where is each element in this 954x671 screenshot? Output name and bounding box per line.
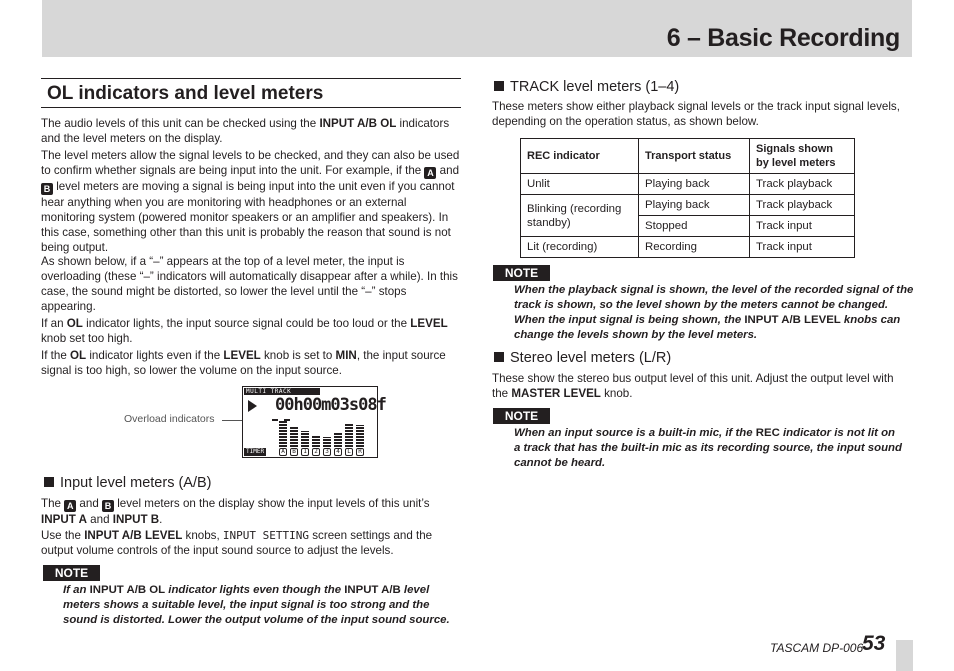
level-meter-a	[279, 421, 287, 447]
track-level-paragraph: These meters show either playback signal levels or the track input signal levels, depending on the operation status, as shown below.	[492, 100, 900, 128]
table-cell: Track input	[750, 237, 855, 258]
stereo-level-paragraph: These show the stereo bus output level of this unit. Adjust the output level with the MASTER LEVEL knob.	[492, 372, 894, 400]
note-badge: NOTE	[493, 408, 550, 424]
play-icon	[248, 400, 257, 412]
table-header-cell: Signals shown by level meters	[750, 139, 855, 174]
lcd-channel-1: 1	[301, 448, 309, 456]
bullet-square-icon	[494, 352, 504, 362]
level-meter-3	[323, 437, 331, 447]
page-number: 53	[862, 632, 886, 655]
ol-paragraph-2: If the OL indicator lights even if the LEVEL knob is set to MIN, the input source signal is too high, so lower the volume on the input source.	[41, 349, 446, 377]
table-header-cell: Transport status	[639, 139, 750, 174]
table-cell: Blinking (recording standby)	[521, 195, 639, 237]
table-cell: Playing back	[639, 195, 750, 216]
table-row	[521, 174, 855, 195]
input-b-key-icon: B	[102, 500, 114, 512]
level-meter-l	[345, 423, 353, 447]
lcd-display-figure	[242, 386, 386, 458]
ol-paragraph-1: If an OL indicator lights, the input source signal could be too loud or the LEVEL knob set too high.	[41, 317, 448, 345]
track-status-table	[520, 138, 855, 258]
lcd-mode-label: MULTI TRACK	[244, 388, 320, 395]
lcd-channel-r: R	[356, 448, 364, 456]
input-a-key-icon: A	[64, 500, 76, 512]
overload-indicators-label: Overload indicators	[124, 413, 215, 425]
note-badge: NOTE	[493, 265, 550, 281]
level-meter-paragraph: The level meters allow the signal levels to be checked, and they can also be used to confirm whether signals are being input into the unit. For example, if the A and B level meters are moving a signal is being input into the unit even if you cannot hear anything when you are monitoring with headphones or an external monitoring system (powered monitor speakers or an amplifier and speakers). In this case, something other than this unit is probably the reason that sound is not being output.	[41, 149, 460, 254]
table-cell: Playing back	[639, 174, 750, 195]
lcd-bottom-row	[243, 447, 377, 457]
level-meter-1	[301, 431, 309, 447]
note-text: When an input source is a built-in mic, if the REC indicator is not lit on a track that has the built-in mic as its recording source, the input sound cannot be heard.	[514, 427, 902, 469]
stereo-level-heading: Stereo level meters (L/R)	[494, 350, 671, 366]
level-meter-r	[356, 425, 364, 447]
input-level-paragraph-2: Use the INPUT A/B LEVEL knobs, INPUT SETTING screen settings and the output volume controls of the input sound source to adjust the levels.	[41, 529, 433, 557]
note-text: If an INPUT A/B OL indicator lights even though the INPUT A/B level meters shows a suitable level, the input signal is too strong and the sound is distorted. Lower the output volume of the input sound source.	[63, 584, 450, 626]
input-level-heading: Input level meters (A/B)	[44, 475, 212, 491]
input-level-paragraph-1: The A and B level meters on the display show the input levels of this unit’s INPUT A and INPUT B.	[41, 497, 430, 526]
intro-paragraph: The audio levels of this unit can be checked using the INPUT A/B OL indicators and the level meters on the display.	[41, 117, 450, 145]
overload-dash-a	[272, 419, 278, 421]
lcd-channel-4: 4	[334, 448, 342, 456]
footer-tab	[896, 640, 913, 671]
table-header-row	[521, 139, 855, 174]
table-header-cell: REC indicator	[521, 139, 639, 174]
table-cell: Stopped	[639, 216, 750, 237]
lcd-channel-2: 2	[312, 448, 320, 456]
table-cell: Track input	[750, 216, 855, 237]
lcd-time-counter: 00h00m03s08f	[275, 395, 386, 415]
lcd-channel-b: B	[290, 448, 298, 456]
lcd-channel-a: A	[279, 448, 287, 456]
level-meter-b	[290, 427, 298, 447]
table-cell: Lit (recording)	[521, 237, 639, 258]
note-badge: NOTE	[43, 565, 100, 581]
track-level-heading: TRACK level meters (1–4)	[494, 79, 679, 95]
lcd-channel-3: 3	[323, 448, 331, 456]
table-cell: Track playback	[750, 174, 855, 195]
level-meter-4	[334, 433, 342, 447]
section-title-rule	[41, 78, 461, 108]
callout-line	[222, 420, 244, 421]
lcd-timer-label: TIMER	[246, 448, 265, 455]
level-meter-2	[312, 435, 320, 447]
table-row	[521, 195, 855, 216]
table-cell: Recording	[639, 237, 750, 258]
lcd-channel-l: L	[345, 448, 353, 456]
overload-paragraph: As shown below, if a “–” appears at the top of a level meter, the input is overloading (these “–” indicators will automatically disappear after a while). In this case, the sound might be distorted, so lower the level until the “–” stops appearing.	[41, 255, 458, 313]
table-cell: Track playback	[750, 195, 855, 216]
input-a-key-icon: A	[424, 167, 436, 179]
table-cell: Unlit	[521, 174, 639, 195]
bullet-square-icon	[44, 477, 54, 487]
bullet-square-icon	[494, 81, 504, 91]
chapter-title: 6 – Basic Recording	[666, 24, 900, 52]
input-b-key-icon: B	[41, 183, 53, 195]
table-row	[521, 237, 855, 258]
footer-model: TASCAM DP-006	[770, 641, 864, 655]
note-text: When the playback signal is shown, the level of the recorded signal of the track is shown, so the level shown by the meters cannot be changed. When the input signal is being shown, the INPUT A/B LEVEL knobs can change the levels shown by the level meters.	[514, 284, 914, 341]
section-title: OL indicators and level meters	[47, 83, 324, 104]
